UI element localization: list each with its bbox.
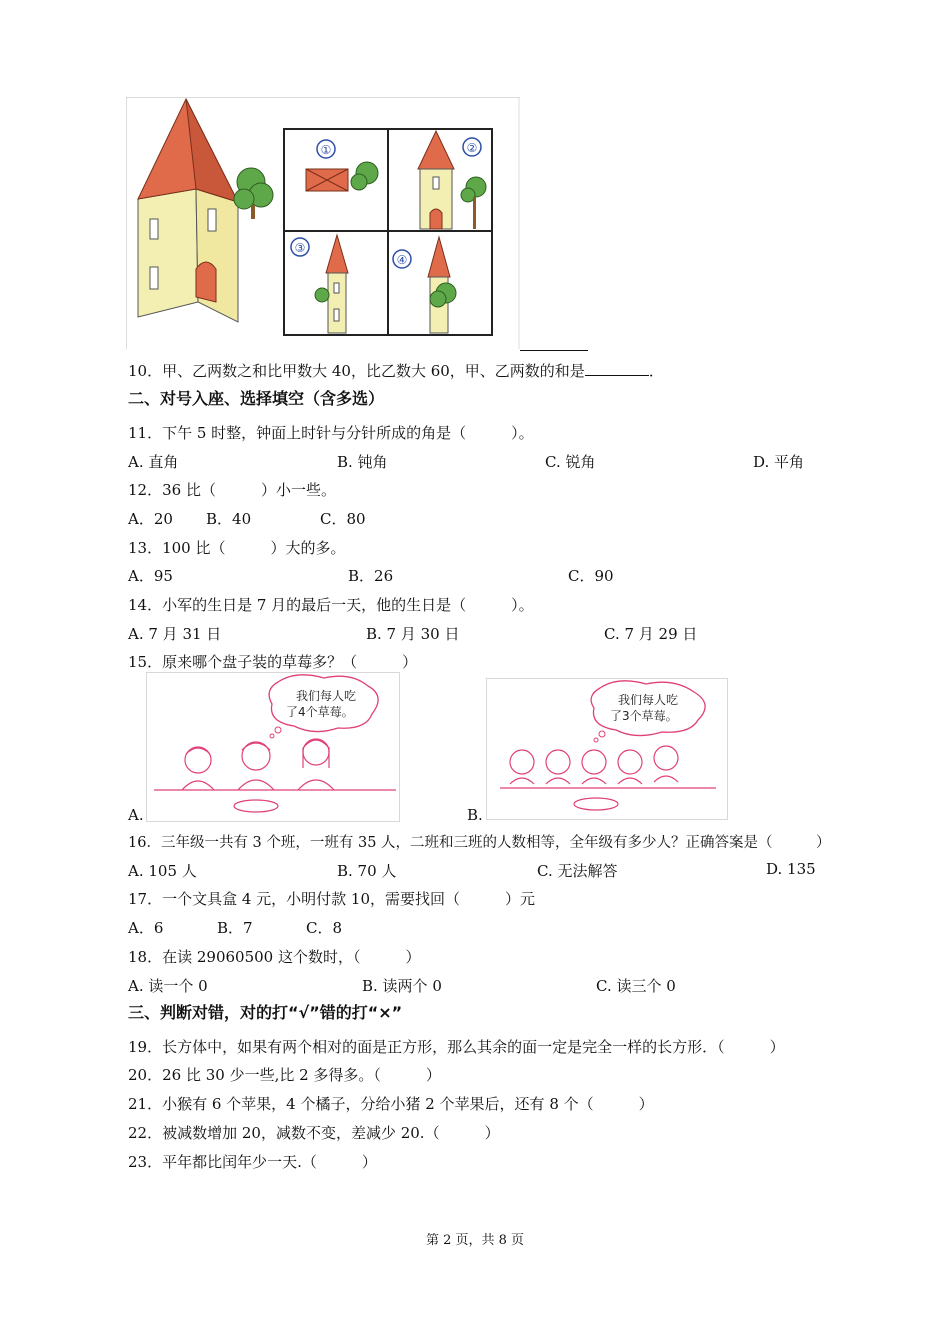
q11-option-c[interactable]: C. 锐角: [545, 453, 596, 471]
q15-text: 15．原来哪个盘子装的草莓多？（ ）: [128, 653, 418, 671]
section3-title: 三、判断对错，对的打“√”错的打“×”: [128, 1003, 403, 1022]
q15-bubble-b-line1: 我们每人吃: [618, 693, 679, 707]
q16-option-c[interactable]: C. 无法解答: [537, 862, 618, 880]
q15-label-b[interactable]: B.: [467, 806, 483, 824]
q16-option-b[interactable]: B. 70 人: [337, 862, 397, 880]
q9-answer-blank[interactable]: [520, 336, 588, 351]
q10: [128, 360, 664, 381]
q18-option-a[interactable]: A. 读一个 0: [128, 977, 208, 995]
q14-option-c[interactable]: C. 7 月 29 日: [604, 625, 698, 643]
q14-option-b[interactable]: B. 7 月 30 日: [366, 625, 460, 643]
q11-option-b[interactable]: B. 钝角: [337, 453, 388, 471]
view-3-label: ③: [294, 241, 306, 255]
q17-text: 17．一个文具盒 4 元，小明付款 10，需要找回（ ）元: [128, 890, 536, 908]
q13-option-c[interactable]: C．90: [568, 567, 614, 585]
q11-option-a[interactable]: A. 直角: [128, 453, 179, 471]
q15-picture-b-svg: [486, 678, 728, 820]
q13-option-a[interactable]: A．95: [128, 567, 173, 585]
q13-option-b[interactable]: B．26: [348, 567, 394, 585]
q16-option-a[interactable]: A. 105 人: [128, 862, 197, 880]
q10-answer-blank[interactable]: [585, 361, 649, 376]
q16-text: 16．三年级一共有 3 个班，一班有 35 人，二班和三班的人数相等，全年级有多少人？正确答案是（ ）: [128, 835, 831, 851]
tower-figure: [126, 97, 520, 349]
q17-option-c[interactable]: C．8: [306, 919, 343, 937]
q17-option-a[interactable]: A．6: [128, 919, 164, 937]
q10-end: ．: [648, 362, 664, 380]
q15-bubble-a-line1: 我们每人吃: [296, 689, 357, 703]
q14-text: 14．小军的生日是 7 月的最后一天，他的生日是（ ）。: [128, 596, 534, 614]
q15-bubble-a-line2: 了4个草莓。: [286, 705, 354, 719]
q16-option-d[interactable]: D. 135: [766, 860, 816, 878]
q18-option-b[interactable]: B. 读两个 0: [362, 977, 442, 995]
q11-text: 11．下午 5 时整，钟面上时针与分针所成的角是（ ）。: [128, 424, 534, 442]
q12-option-c[interactable]: C．80: [320, 510, 366, 528]
q12-option-b[interactable]: B．40: [206, 510, 252, 528]
big-tower-drawing: [138, 99, 273, 322]
q22-text: 22．被减数增加 20，减数不变，差减少 20.（ ）: [128, 1124, 500, 1142]
q11-option-d[interactable]: D. 平角: [753, 453, 805, 471]
page-footer: 第 2 页，共 8 页: [425, 1233, 525, 1248]
q15-label-a[interactable]: A.: [128, 806, 144, 824]
q14-option-a[interactable]: A. 7 月 31 日: [128, 625, 222, 643]
q18-text: 18．在读 29060500 这个数时，（ ）: [128, 948, 421, 966]
q12-text: 12．36 比（ ）小一些。: [128, 481, 336, 499]
q23-text: 23．平年都比闰年少一天.（ ）: [128, 1153, 377, 1171]
q15-picture-a[interactable]: [146, 672, 400, 822]
q12-option-a[interactable]: A．20: [128, 510, 173, 528]
q15-picture-a-svg: [146, 672, 400, 822]
q19-text: 19．长方体中，如果有两个相对的面是正方形，那么其余的面一定是完全一样的长方形．（ ）: [128, 1038, 785, 1056]
q17-option-b[interactable]: B．7: [217, 919, 253, 937]
q21-text: 21．小猴有 6 个苹果，4 个橘子，分给小猪 2 个苹果后，还有 8 个（ ）: [128, 1095, 654, 1113]
q15-bubble-b-line2: 了3个草莓。: [610, 709, 678, 723]
q13-text: 13．100 比（ ）大的多。: [128, 539, 346, 557]
tower-figure-svg: [126, 97, 520, 349]
view-1-label: ①: [320, 143, 332, 157]
q20-text: 20．26 比 30 少一些,比 2 多得多。（ ）: [128, 1066, 441, 1084]
view-4-label: ④: [396, 253, 408, 267]
q10-text: 10．甲、乙两数之和比甲数大 40，比乙数大 60，甲、乙两数的和是: [128, 362, 585, 380]
section2-title: 二、对号入座、选择填空（含多选）: [128, 389, 385, 408]
q18-option-c[interactable]: C. 读三个 0: [596, 977, 676, 995]
view-2-label: ②: [466, 141, 478, 155]
q15-picture-b[interactable]: [486, 678, 728, 820]
